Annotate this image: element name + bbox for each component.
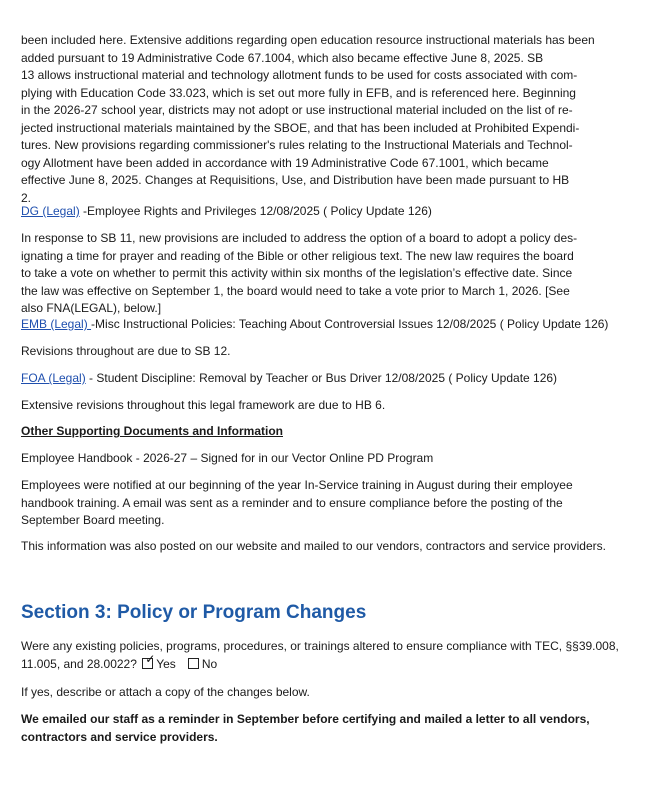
- section-3-title: Section 3: Policy or Program Changes: [21, 602, 367, 623]
- text-line: the law was effective on September 1, the board would need to take a vote prior to March 1, 2026. [See: [21, 283, 570, 298]
- policy-emb-link[interactable]: EMB (Legal): [21, 317, 92, 331]
- text-line: been included here. Extensive additions regarding open education resource instructional materials has been: [21, 33, 595, 47]
- other-documents-heading: [21, 423, 633, 441]
- yes-checkbox[interactable]: [142, 651, 156, 669]
- text-line: effective June 8, 2025. Changes at Requisitions, Use, and Distribution have been made pursuant to HB: [21, 173, 570, 187]
- text-line: tures. New provisions regarding commissioner's rules relating to the Instructional Materials and Technol-: [21, 138, 573, 152]
- text-line: In response to SB 11, new provisions are included to address the option of a board to adopt a policy des-: [21, 231, 578, 245]
- paragraph-hb6: [21, 397, 633, 415]
- policy-foa-link[interactable]: FOA (Legal): [21, 371, 86, 385]
- answer-line: We emailed our staff as a reminder in September before certifying and mailed a letter to all vendors,: [21, 712, 590, 726]
- answer-line: contractors and service providers.: [21, 729, 218, 744]
- policy-dg-description: -Employee Rights and Privileges 12/08/2025 ( Policy Update 126): [79, 204, 432, 218]
- describe-instruction: [21, 684, 633, 702]
- text-line: This information was also posted on our website and mailed to our vendors, contractors and service providers.: [21, 539, 606, 553]
- text-line: added pursuant to 19 Administrative Code 67.1004, which also became effective June 8, 2025. SB: [21, 50, 544, 65]
- text-line: handbook training. A email was sent as a reminder and to ensure compliance before the posting of the: [21, 495, 563, 510]
- text-line: Employee Handbook - 2026-27 – Signed for in our Vector Online PD Program: [21, 451, 434, 465]
- question-line: Were any existing policies, programs, procedures, or trainings altered to ensure compliance with TEC, §§39.008,: [21, 639, 619, 653]
- text-line: 2.: [21, 190, 32, 205]
- policy-foa-description: - Student Discipline: Removal by Teacher or Bus Driver 12/08/2025 ( Policy Update 126): [85, 371, 558, 385]
- text-line: jected instructional materials maintained by the SBOE, and that has been included at Prohibited Expendi-: [21, 120, 580, 135]
- text-line: in the 2026-27 school year, districts may not adopt or use instructional material included on the list of re-: [21, 103, 573, 117]
- policy-emb-line: [21, 316, 633, 334]
- text-line: Employees were notified at our beginning of the year In-Service training in August during their employee: [21, 478, 573, 492]
- paragraph-sb12: [21, 343, 633, 361]
- section-3-answer: [21, 711, 633, 746]
- policy-foa-line: [21, 370, 633, 388]
- yes-label: Yes: [156, 656, 176, 671]
- paragraph-website-posting: [21, 538, 633, 556]
- heading-text: Other Supporting Documents and Information: [21, 424, 283, 438]
- question-line: 11.005, and 28.0022?: [21, 656, 137, 671]
- policy-dg-link[interactable]: DG (Legal): [21, 204, 80, 218]
- text-line: If yes, describe or attach a copy of the changes below.: [21, 685, 310, 699]
- text-line: ogy Allotment have been added in accordance with 19 Administrative Code 67.1001, which became: [21, 155, 549, 170]
- text-line: September Board meeting.: [21, 513, 165, 527]
- paragraph-prayer-policy: [21, 230, 633, 318]
- paragraph-employee-notification: [21, 477, 633, 530]
- no-label: No: [201, 656, 218, 671]
- policy-emb-description: -Misc Instructional Policies: Teaching About Controversial Issues 12/08/2025 ( Policy Update 126): [91, 317, 609, 331]
- text-line: 13 allows instructional material and technology allotment funds to be used for costs associated with com-: [21, 68, 578, 82]
- text-line: to take a vote on whether to permit this activity within six months of the legislation’s effective date. Since: [21, 266, 573, 280]
- check-mark-icon: ✓: [145, 651, 156, 666]
- text-line: plying with Education Code 33.023, which is set out more fully in EFB, and is referenced here. Beginning: [21, 85, 576, 100]
- policy-dg-line: [21, 203, 633, 221]
- no-checkbox[interactable]: [188, 658, 199, 669]
- text-line: Revisions throughout are due to SB 12.: [21, 344, 231, 358]
- employee-handbook-line: [21, 450, 633, 468]
- text-line: ignating a time for prayer and reading of the Bible or other religious text. The new law requires the board: [21, 248, 574, 263]
- paragraph-instructional-materials: [21, 32, 633, 207]
- text-line: also FNA(LEGAL), below.]: [21, 301, 162, 315]
- text-line: Extensive revisions throughout this legal framework are due to HB 6.: [21, 398, 386, 412]
- section-3-question: [21, 638, 633, 673]
